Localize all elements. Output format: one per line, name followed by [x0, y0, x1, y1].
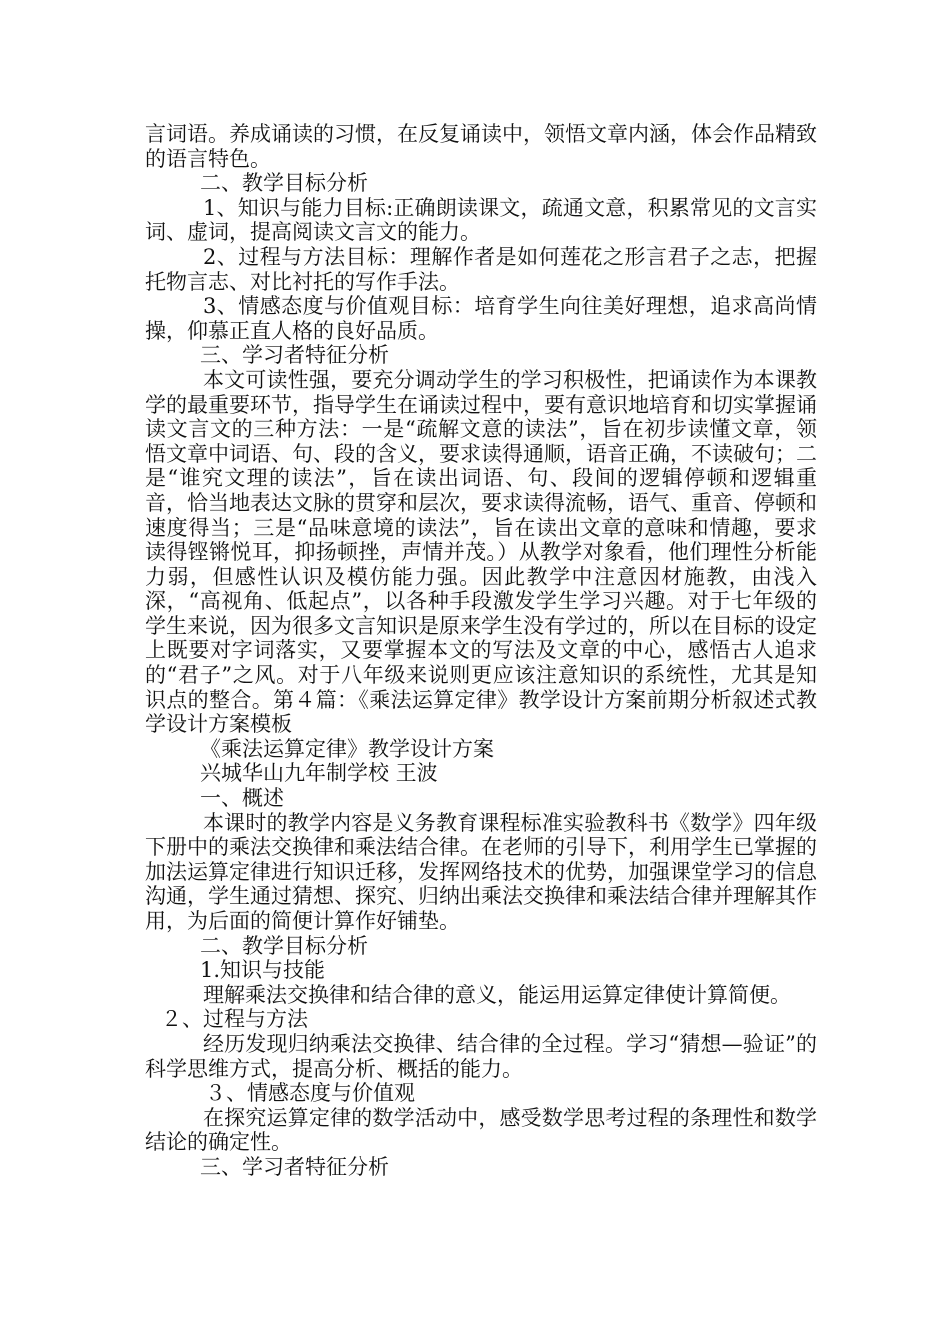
paragraph: 本课时的教学内容是义务教育课程标准实验教科书《数学》四年级下册中的乘法交换律和乘法结合律。在老师的引导下，利用学生已掌握的加法运算定律进行知识迁移，发挥网络技术的优势，加强课堂学习的信息沟通，学生通过猜想、探究、归纳出乘法交换律和乘法结合律并理解其作用，为后面的简便计算作好铺垫。: [145, 810, 817, 933]
document-title: 《乘法运算定律》教学设计方案: [200, 736, 494, 761]
section-heading: 三、学习者特征分析: [200, 1154, 389, 1179]
section-heading: 二、教学目标分析: [200, 171, 368, 196]
author-line: 兴城华山九年制学校 王波: [200, 761, 438, 786]
paragraph: 2、过程与方法目标：理解作者是如何莲花之形言君子之志，把握托物言志、对比衬托的写作手法。: [145, 244, 817, 294]
subsection-heading: ２、过程与方法: [161, 1007, 308, 1032]
paragraph: 本文可读性强，要充分调动学生的学习积极性，把诵读作为本课教学的最重要环节，指导学生在诵读过程中，要有意识地培育和切实掌握诵读文言文的三种方法：一是“疏解文意的读法”，旨在初步读懂文章，领悟文章中词语、句、段的含义，要求读得通顺，语音正确，不读破句；二是“谁究文理的读法”，旨在读出词语、句、段间的逻辑停顿和逻辑重音，恰当地表达文脉的贯穿和层次，要求读得流畅，语气、重音、停顿和速度得当；三是“品味意境的读法”，旨在读出文章的意味和情趣，要求读得铿锵悦耳，抑扬顿挫，声情并茂。）从教学对象看，他们理性分析能力弱，但感性认识及模仿能力强。因此教学中注意因材施教，由浅入深，“高视角、低起点”，以各种手段激发学生学习兴趣。对于七年级的学生来说，因为很多文言知识是原来学生没有学过的，所以在目标的设定上既要对字词落实，又要掌握本文的写法及文章的中心，感悟古人追求的“君子”之风。对于八年级来说则更应该注意知识的系统性，尤其是知识点的整合。第４篇：《乘法运算定律》教学设计方案前期分析叙述式教学设计方案模板: [145, 367, 817, 737]
paragraph: 3、情感态度与价值观目标：培育学生向往美好理想，追求高尚情操，仰慕正直人格的良好品质。: [145, 294, 817, 343]
subsection-heading: 1.知识与技能: [200, 958, 326, 983]
paragraph: 理解乘法交换律和结合律的意义，能运用运算定律使计算简便。: [203, 982, 791, 1007]
document-page: [145, 122, 817, 1180]
paragraph: 言词语。养成诵读的习惯，在反复诵读中，领悟文章内涵，体会作品精致的语言特色。: [145, 122, 817, 171]
section-heading: 三、学习者特征分析: [200, 343, 389, 368]
section-heading: 二、教学目标分析: [200, 933, 368, 958]
paragraph: 经历发现归纳乘法交换律、结合律的全过程。学习“猜想—验证”的科学思维方式，提高分析、概括的能力。: [145, 1031, 817, 1081]
section-heading: 一、概述: [200, 786, 284, 811]
paragraph: 1、知识与能力目标:正确朗读课文，疏通文意，积累常见的文言实词、虚词，提高阅读文言文的能力。: [145, 195, 817, 245]
subsection-heading: ３、情感态度与价值观: [205, 1081, 415, 1106]
paragraph: 在探究运算定律的数学活动中，感受数学思考过程的条理性和数学结论的确定性。: [145, 1105, 817, 1155]
